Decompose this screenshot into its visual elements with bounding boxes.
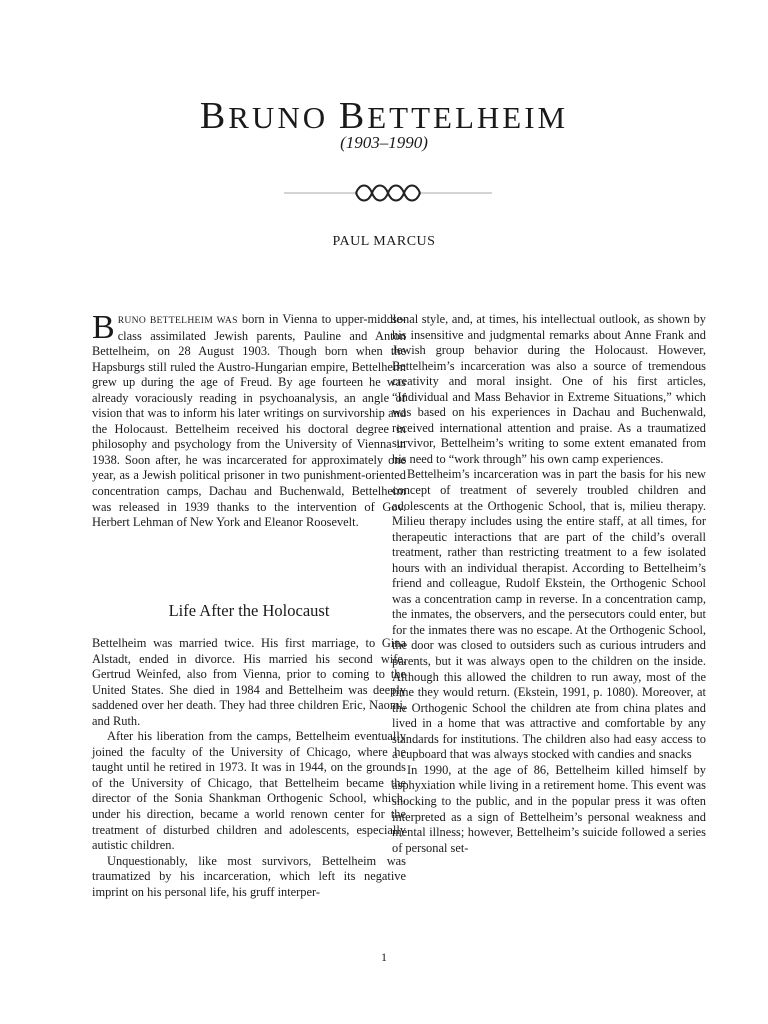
right-column [392, 312, 706, 856]
page-number: 1 [381, 950, 387, 964]
small-caps-lead: RUNO BETTELHEIM WAS [117, 315, 238, 326]
paragraph: In 1990, at the age of 86, Bettelheim killed himself by asphyxiation while living in a retirement home. This event was shocking to the public, and in the popular press it was often interpreted as a sign of Bettelheim’s personal weakness and mental illness; however, Bettelheim’s suicide followed a series of personal set- [392, 762, 706, 855]
intro-text [92, 309, 406, 531]
paragraph: Bettelheim was married twice. His first marriage, to Gina Alstadt, ended in divorce. His married his second wife, Gertrud Weinfed, also from Vienna, prior to coming to the United States. She died in 1984 and Bettelheim was deeply saddened over her death. They had three children Eric, Naomi, and Ruth. [92, 636, 406, 728]
title-part: RUNO [228, 100, 339, 135]
life-dates: (1903–1990) [340, 133, 428, 152]
knot-ornament-icon [284, 180, 492, 206]
paragraph: sonal style, and, at times, his intellectual outlook, as shown by his insensitive and judgmental remarks about Anne Frank and Jewish group behavior during the Holocaust. However, Bettelheim’s incarceration was also a source of tremendous creativity and moral insight. One of his first articles, “Individual and Mass Behavior in Extreme Situations,” which was based on his experiences in Dachau and Buchenwald, received international attention and praise. As a traumatized survivor, Bettelheim’s writing to some extent emanated from his need to “work through” his own camp experiences. [392, 312, 706, 466]
section-body [92, 636, 406, 900]
title-part: ETTELHEIM [367, 100, 569, 135]
title-initial: B [338, 95, 368, 137]
author-name: PAUL MARCUS [332, 234, 436, 249]
page-title [0, 94, 768, 138]
intro-paragraph [92, 309, 406, 531]
paragraph: Bettelheim’s incarceration was in part the basis for his new concept of treatment of severely troubled children and adolescents at the Orthogenic School, that is, milieu therapy. Milieu therapy includes using the entire staff, at all times, for therapeutic interactions that are part of the child’s overall treatment, rather than restricting treatment to a few isolated hours with an individual therapist. According to Bettelheim’s friend and colleague, Rudolf Ekstein, the Orthogenic School was a concentration camp in reverse. In a concentration camp, the inmates, the observers, and the persecutors could enter, but for the inmates there was no escape. At the Orthogenic School, the door was closed to outsiders such as curious intruders and parents, but it was always open to the children on the inside. Although this allowed the children to run away, most of the time they would return. (Ekstein, 1991, p. 1080). Moreover, at the Orthogenic School the children ate from china plates and lived in a home that was attractive and comfortable by any standards for institutions. The children also had easy access to a cupboard that was always stocked with candies and snacks [392, 467, 706, 762]
drop-cap: B [92, 309, 115, 346]
paragraph: After his liberation from the camps, Bettelheim eventually joined the faculty of the University of Chicago, where he taught until he retired in 1973. It was in 1944, on the grounds of the University of Chicago, that Bettelheim became the director of the Sonia Shankman Orthogenic School, which, under his direction, became a world renown center for the treatment of disturbed children and adolescents, especially autistic children. [92, 729, 406, 853]
section-heading: Life After the Holocaust [168, 601, 330, 620]
paragraph: Unquestionably, like most survivors, Bettelheim was traumatized by his incarceration, which left its negative imprint on his personal life, his gruff interper- [92, 853, 406, 899]
title-initial: B [199, 95, 229, 137]
intro-body: born in Vienna to upper-middle-class assimilated Jewish parents, Pauline and Anton Bettelheim, on 28 August 1903. Though born when the Hapsburgs still ruled the Austro-Hungarian empire, Bettelheim grew up during the age of Freud. By age fourteen he was already voraciously reading in psychoanalysis, an angle of vision that was to inform his later writings on survivorship and the Holocaust. Bettelheim received his doctoral degree in philosophy and psychology from the University of Vienna in 1938. Soon after, he was incarcerated for approximately one year, as a Jewish political prisoner in two punishment-oriented concentration camps, Dachau and Buchenwald, Bettelheim was released in 1939 thanks to the intervention of Gov. Herbert Lehman of New York and Eleanor Roosevelt. [92, 312, 406, 530]
